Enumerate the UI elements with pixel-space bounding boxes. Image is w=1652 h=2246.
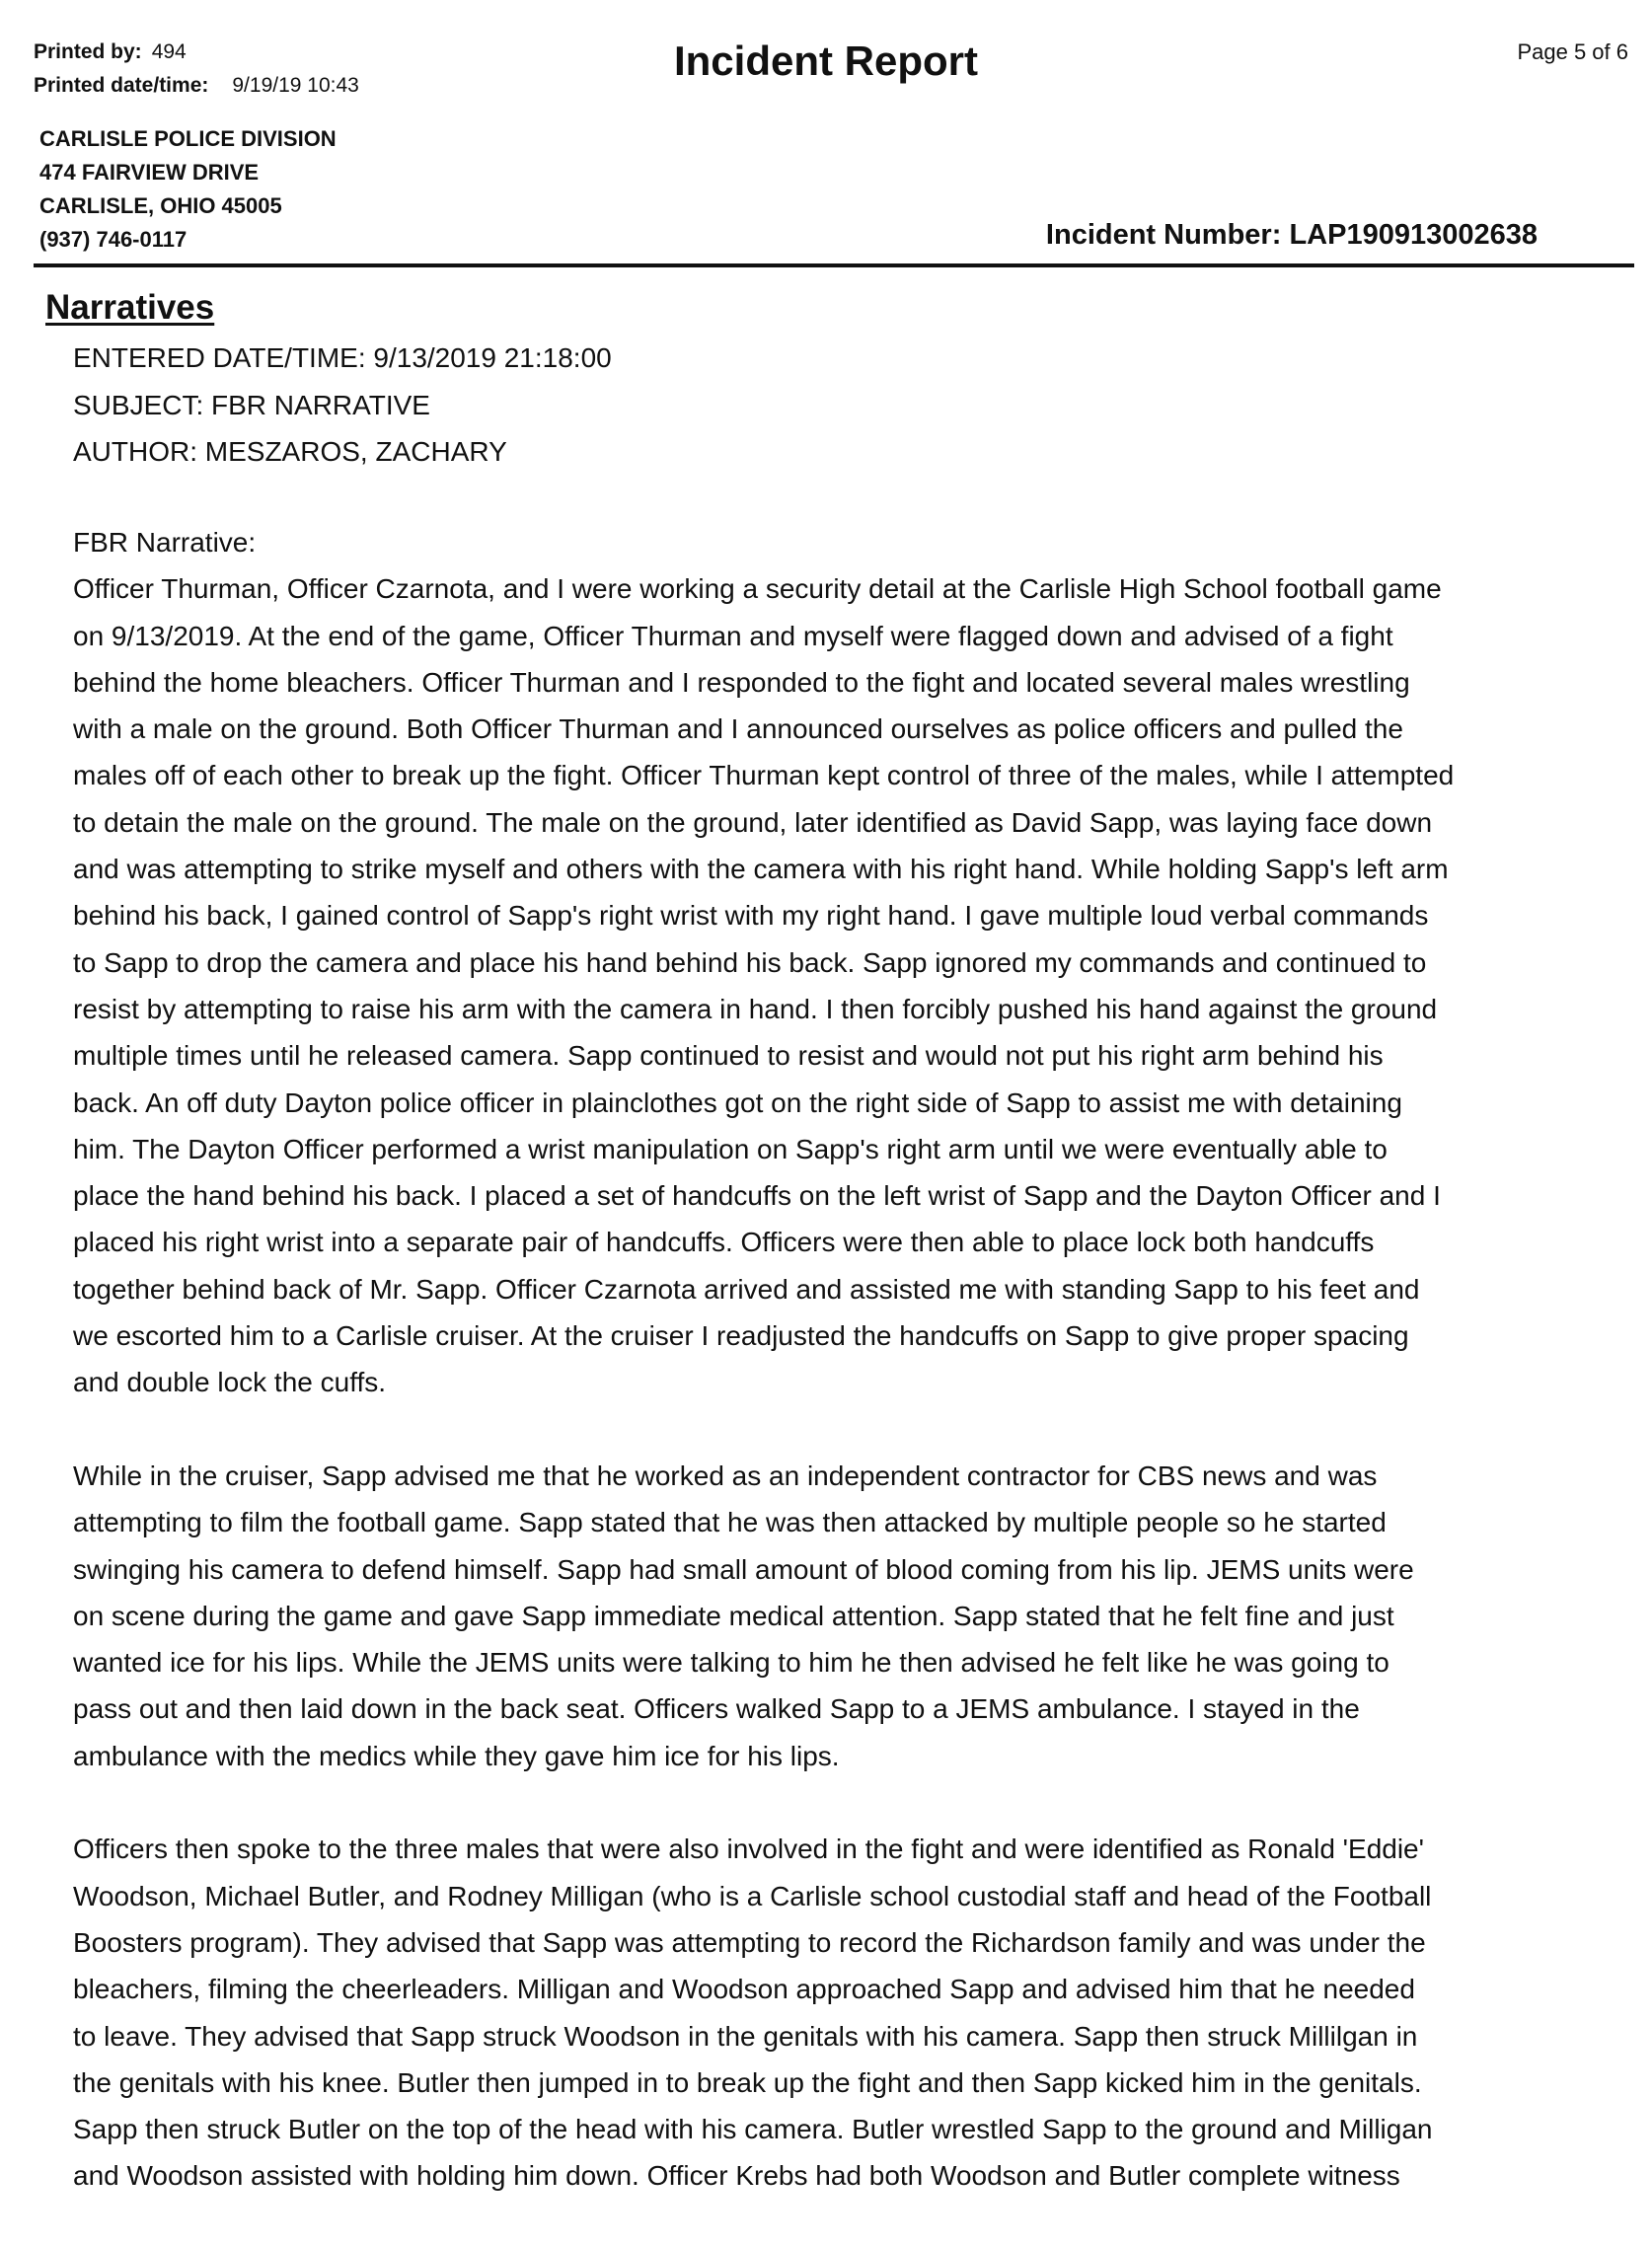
page-number: Page 5 of 6	[1517, 39, 1628, 64]
agency-street: 474 FAIRVIEW DRIVE	[39, 160, 260, 185]
agency-address	[39, 122, 337, 257]
incident-number	[1046, 219, 1538, 252]
narrative-title: FBR Narrative:	[73, 527, 257, 558]
agency-city: CARLISLE, OHIO 45005	[39, 193, 282, 218]
author-line: AUTHOR: MESZAROS, ZACHARY	[73, 436, 507, 467]
narrative-metadata	[73, 335, 612, 476]
narratives-heading: Narratives	[45, 288, 215, 327]
printed-by-value: 494	[151, 40, 187, 63]
header-divider	[34, 263, 1634, 267]
report-title: Incident Report	[673, 37, 978, 84]
agency-name: CARLISLE POLICE DIVISION	[39, 126, 337, 151]
printed-datetime-value: 9/19/19 10:43	[232, 74, 359, 97]
entered-datetime: ENTERED DATE/TIME: 9/13/2019 21:18:00	[73, 342, 612, 373]
printed-datetime-label: Printed date/time:	[34, 74, 209, 97]
incident-number-label: Incident Number:	[1045, 219, 1282, 251]
printed-by-label: Printed by:	[34, 40, 142, 63]
narrative-paragraph: Officers then spoke to the three males that were also involved in the fight and were identified as Ronald 'Eddie' Woodson, Michael Butler, and Rodney Milligan (who is a Carlisle school custodial staff and head of the Football Boosters program). They advised that Sapp was attempting to record the Richardson family and was under the bleachers, filming the cheerleaders. Milligan and Woodson approached Sapp and advised him that he needed to leave. They advised that Sapp struck Woodson in the genitals with his camera. Sapp then struck Millilgan in the genitals with his knee. Butler then jumped in to break up the fight and then Sapp kicked him in the genitals. Sapp then struck Butler on the top of the head with his camera. Butler wrestled Sapp to the ground and Milligan and Woodson assisted with holding him down. Officer Krebs had both Woodson and Butler complete witness	[73, 1834, 1433, 2192]
agency-phone: (937) 746-0117	[39, 227, 188, 252]
narrative-body	[73, 519, 1613, 2246]
incident-number-value: LAP190913002638	[1289, 219, 1538, 251]
narrative-paragraph: Officer Thurman, Officer Czarnota, and I were working a security detail at the Carlisle High School football game on 9/13/2019. At the end of the game, Officer Thurman and myself were flagged down and advised of a fight behind the home bleachers. Officer Thurman and I responded to the fight and located several males wrestling with a male on the ground. Both Officer Thurman and I announced ourselves as police officers and pulled the males off of each other to break up the fight. Officer Thurman kept control of three of the males, while I attempted to detain the male on the ground. The male on the ground, later identified as David Sapp, was laying face down and was attempting to strike myself and others with the camera with his right hand. While holding Sapp's left arm behind his back, I gained control of Sapp's right wrist with my right hand. I gave multiple loud verbal commands to Sapp to drop the camera and place his hand behind his back. Sapp ignored my commands and continued to resist by attempting to raise his arm with the camera in hand. I then forcibly pushed his hand against the ground multiple times until he released camera. Sapp continued to resist and would not put his right arm behind his back. An off duty Dayton police officer in plainclothes got on the right side of Sapp to assist me with detaining him. The Dayton Officer performed a wrist manipulation on Sapp's right arm until we were eventually able to place the hand behind his back. I placed a set of handcuffs on the left wrist of Sapp and the Dayton Officer and I placed his right wrist into a separate pair of handcuffs. Officers were then able to place lock both handcuffs together behind back of Mr. Sapp. Officer Czarnota arrived and assisted me with standing Sapp to his feet and we escorted him to a Carlisle cruiser. At the cruiser I readjusted the handcuffs on Sapp to give proper spacing and double lock the cuffs.	[73, 573, 1455, 1398]
subject-line: SUBJECT: FBR NARRATIVE	[73, 389, 430, 420]
narrative-paragraph: While in the cruiser, Sapp advised me that he worked as an independent contractor for CBS news and was attempting to film the football game. Sapp stated that he was then attacked by multiple people so he started swinging his camera to defend himself. Sapp had small amount of blood coming from his lip. JEMS units were on scene during the game and gave Sapp immediate medical attention. Sapp stated that he felt fine and just wanted ice for his lips. While the JEMS units were talking to him he then advised he felt like he was going to pass out and then laid down in the back seat. Officers walked Sapp to a JEMS ambulance. I stayed in the ambulance with the medics while they gave him ice for his lips.	[73, 1460, 1414, 1771]
